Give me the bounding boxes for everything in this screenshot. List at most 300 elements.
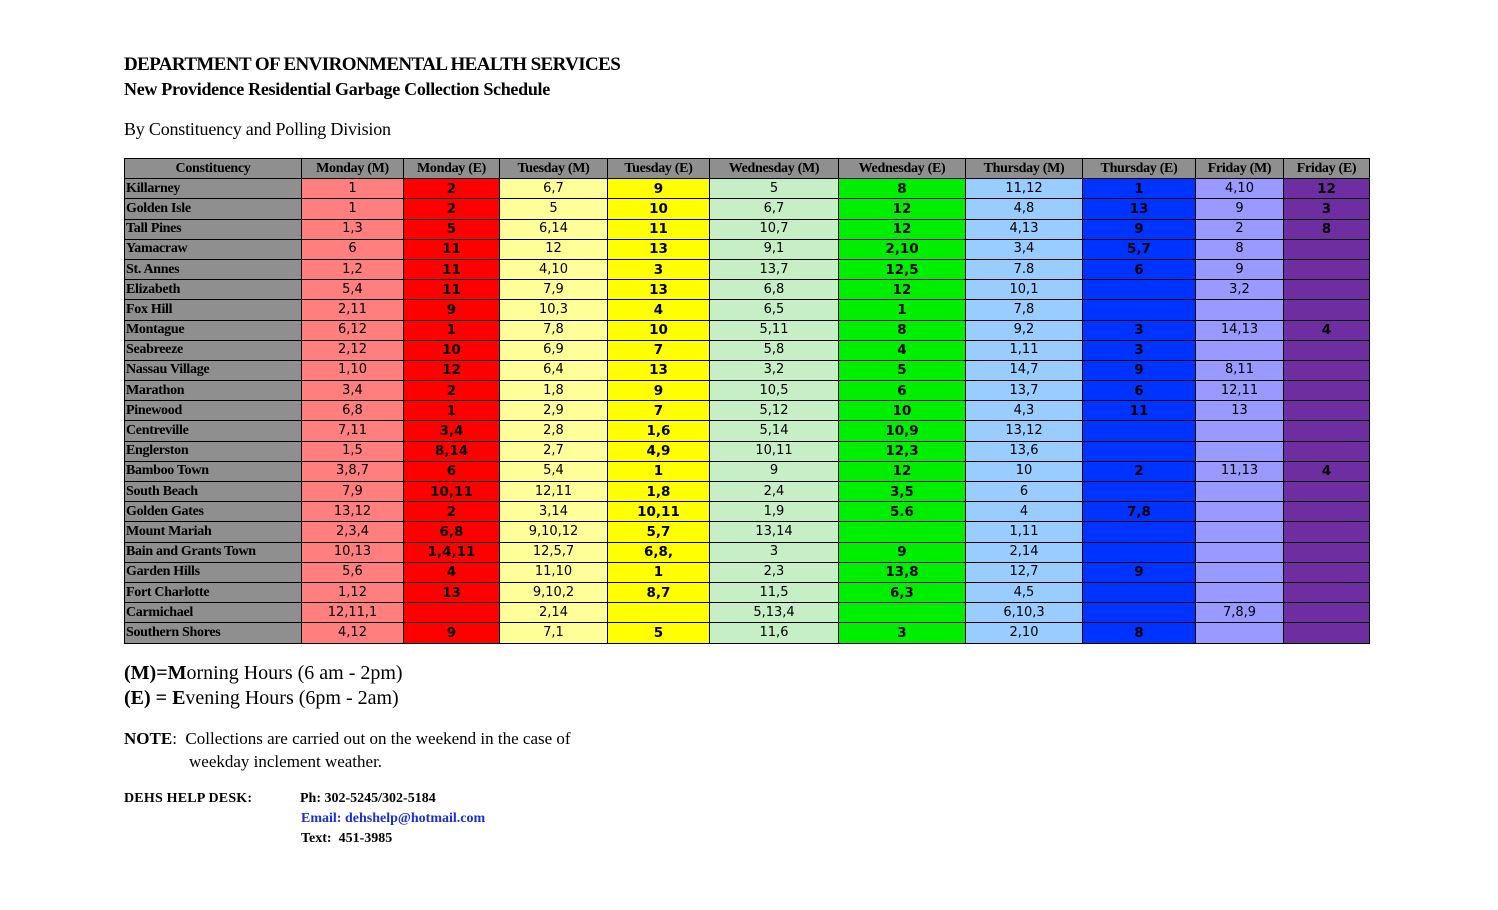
- schedule-cell: 6,8: [404, 522, 500, 542]
- schedule-cell: 5: [404, 219, 500, 239]
- schedule-cell: 10: [608, 199, 710, 219]
- schedule-cell: 5: [710, 179, 839, 199]
- schedule-cell: 6,4: [500, 360, 608, 380]
- schedule-cell: 2: [1196, 219, 1284, 239]
- schedule-cell: 12: [839, 280, 966, 300]
- schedule-cell: [1284, 482, 1370, 502]
- schedule-cell: [1196, 441, 1284, 461]
- schedule-cell: 11,6: [710, 623, 839, 643]
- constituency-name: Golden Gates: [125, 502, 302, 522]
- schedule-cell: 10,3: [500, 300, 608, 320]
- schedule-cell: 7,8: [1083, 502, 1196, 522]
- table-row: [125, 441, 1370, 461]
- schedule-cell: 7,9: [302, 482, 404, 502]
- schedule-cell: [1284, 280, 1370, 300]
- schedule-cell: 5.6: [839, 502, 966, 522]
- schedule-cell: 1,4,11: [404, 542, 500, 562]
- schedule-cell: [1284, 502, 1370, 522]
- schedule-cell: 3: [1284, 199, 1370, 219]
- schedule-cell: 3: [710, 542, 839, 562]
- schedule-cell: 12,7: [966, 562, 1083, 582]
- schedule-cell: 9,1: [710, 239, 839, 259]
- schedule-cell: 9,10,2: [500, 582, 608, 602]
- schedule-cell: [1083, 300, 1196, 320]
- schedule-cell: 7,9: [500, 280, 608, 300]
- schedule-cell: 3,14: [500, 502, 608, 522]
- schedule-cell: 5,12: [710, 401, 839, 421]
- schedule-cell: 1: [1083, 179, 1196, 199]
- schedule-cell: 2,8: [500, 421, 608, 441]
- schedule-cell: 12: [1284, 179, 1370, 199]
- constituency-name: Englerston: [125, 441, 302, 461]
- help-desk-label: DEHS HELP DESK:: [124, 791, 253, 806]
- constituency-name: Pinewood: [125, 401, 302, 421]
- column-header: Thursday (M): [966, 159, 1083, 179]
- schedule-cell: [1196, 340, 1284, 360]
- schedule-cell: 10: [404, 340, 500, 360]
- schedule-cell: 6: [404, 461, 500, 481]
- table-row: [125, 239, 1370, 259]
- schedule-cell: [1196, 421, 1284, 441]
- note-label: NOTE: [124, 729, 173, 748]
- schedule-cell: 4: [1284, 320, 1370, 340]
- schedule-cell: 2: [404, 199, 500, 219]
- column-header: Tuesday (E): [608, 159, 710, 179]
- constituency-name: Killarney: [125, 179, 302, 199]
- schedule-cell: 2,9: [500, 401, 608, 421]
- schedule-cell: [839, 603, 966, 623]
- schedule-cell: [1284, 441, 1370, 461]
- schedule-cell: [1196, 582, 1284, 602]
- schedule-cell: 4,8: [966, 199, 1083, 219]
- schedule-cell: 10: [608, 320, 710, 340]
- schedule-cell: 13,14: [710, 522, 839, 542]
- schedule-cell: 2,14: [966, 542, 1083, 562]
- schedule-cell: 9: [608, 381, 710, 401]
- table-row: [125, 199, 1370, 219]
- schedule-cell: 2,14: [500, 603, 608, 623]
- schedule-cell: 1: [608, 562, 710, 582]
- schedule-cell: 7,11: [302, 421, 404, 441]
- column-header: Constituency: [125, 159, 302, 179]
- schedule-cell: 11,13: [1196, 461, 1284, 481]
- schedule-cell: 12: [839, 219, 966, 239]
- email-label: Email:: [301, 811, 342, 826]
- schedule-cell: 2,10: [839, 239, 966, 259]
- schedule-cell: 7,8: [500, 320, 608, 340]
- schedule-cell: [608, 603, 710, 623]
- schedule-cell: 12: [500, 239, 608, 259]
- schedule-cell: 1,11: [966, 340, 1083, 360]
- schedule-cell: 8: [1284, 219, 1370, 239]
- schedule-cell: [1284, 239, 1370, 259]
- legend-evening-initial: E: [172, 687, 186, 709]
- schedule-cell: [1083, 603, 1196, 623]
- schedule-cell: [1284, 300, 1370, 320]
- schedule-cell: 2,12: [302, 340, 404, 360]
- schedule-cell: [1196, 502, 1284, 522]
- table-row: [125, 542, 1370, 562]
- schedule-cell: 9: [1083, 219, 1196, 239]
- schedule-cell: 6: [966, 482, 1083, 502]
- schedule-cell: 13: [608, 360, 710, 380]
- table-row: [125, 623, 1370, 643]
- schedule-cell: 9: [1083, 562, 1196, 582]
- schedule-cell: 4: [1284, 461, 1370, 481]
- schedule-cell: 11,10: [500, 562, 608, 582]
- schedule-cell: 1,3: [302, 219, 404, 239]
- column-header: Thursday (E): [1083, 159, 1196, 179]
- legend-morning-eq: =: [156, 662, 168, 684]
- schedule-cell: 3,4: [302, 381, 404, 401]
- schedule-cell: 7.8: [966, 259, 1083, 279]
- table-row: [125, 360, 1370, 380]
- schedule-cell: 3,8,7: [302, 461, 404, 481]
- schedule-cell: 11: [608, 219, 710, 239]
- legend-evening-eq: =: [150, 687, 173, 709]
- note-text-1: : Collections are carried out on the weekend in the case of: [172, 729, 571, 748]
- schedule-cell: 3,5: [839, 482, 966, 502]
- schedule-cell: 3,2: [710, 360, 839, 380]
- schedule-cell: [1083, 482, 1196, 502]
- schedule-cell: [1284, 360, 1370, 380]
- schedule-cell: 10,7: [710, 219, 839, 239]
- schedule-cell: [1196, 542, 1284, 562]
- schedule-cell: 13: [608, 239, 710, 259]
- constituency-name: Centreville: [125, 421, 302, 441]
- schedule-cell: 13,6: [966, 441, 1083, 461]
- schedule-cell: 5,4: [302, 280, 404, 300]
- schedule-cell: 2,3: [710, 562, 839, 582]
- schedule-cell: 1,11: [966, 522, 1083, 542]
- constituency-name: Southern Shores: [125, 623, 302, 643]
- column-header: Wednesday (E): [839, 159, 966, 179]
- schedule-cell: 5,6: [302, 562, 404, 582]
- schedule-cell: [1284, 603, 1370, 623]
- schedule-cell: 5: [839, 360, 966, 380]
- schedule-cell: 1,2: [302, 259, 404, 279]
- schedule-cell: 4,10: [1196, 179, 1284, 199]
- schedule-cell: 11,12: [966, 179, 1083, 199]
- column-header: Monday (E): [404, 159, 500, 179]
- schedule-cell: 5,7: [1083, 239, 1196, 259]
- schedule-cell: 11: [404, 239, 500, 259]
- schedule-cell: [1083, 522, 1196, 542]
- schedule-cell: 12,11: [1196, 381, 1284, 401]
- schedule-cell: 1,10: [302, 360, 404, 380]
- schedule-cell: 2,11: [302, 300, 404, 320]
- schedule-cell: 1,9: [710, 502, 839, 522]
- schedule-cell: 13: [1196, 401, 1284, 421]
- schedule-cell: 3: [839, 623, 966, 643]
- table-row: [125, 562, 1370, 582]
- table-row: [125, 603, 1370, 623]
- schedule-cell: [1196, 482, 1284, 502]
- schedule-cell: [1284, 542, 1370, 562]
- table-row: [125, 320, 1370, 340]
- table-header-row: [125, 159, 1370, 179]
- constituency-name: Tall Pines: [125, 219, 302, 239]
- schedule-cell: [1196, 562, 1284, 582]
- schedule-cell: 9: [1196, 259, 1284, 279]
- schedule-cell: 4: [839, 340, 966, 360]
- schedule-cell: [404, 603, 500, 623]
- schedule-cell: 3,4: [966, 239, 1083, 259]
- schedule-cell: 9: [404, 300, 500, 320]
- schedule-cell: 11: [404, 259, 500, 279]
- column-header: Friday (M): [1196, 159, 1284, 179]
- schedule-cell: 6,10,3: [966, 603, 1083, 623]
- schedule-cell: 7: [608, 401, 710, 421]
- schedule-cell: 9: [1083, 360, 1196, 380]
- schedule-cell: 2,7: [500, 441, 608, 461]
- schedule-cell: 12: [839, 199, 966, 219]
- constituency-name: Garden Hills: [125, 562, 302, 582]
- schedule-cell: 8,14: [404, 441, 500, 461]
- schedule-cell: 4: [404, 562, 500, 582]
- table-row: [125, 280, 1370, 300]
- schedule-cell: 6,9: [500, 340, 608, 360]
- schedule-cell: 1: [302, 179, 404, 199]
- schedule-cell: 1: [302, 199, 404, 219]
- schedule-cell: 10,5: [710, 381, 839, 401]
- schedule-cell: 5: [500, 199, 608, 219]
- schedule-cell: 11,5: [710, 582, 839, 602]
- schedule-cell: 6: [1083, 381, 1196, 401]
- schedule-cell: 7,8: [966, 300, 1083, 320]
- schedule-cell: [1284, 522, 1370, 542]
- legend-morning: [124, 662, 403, 685]
- schedule-cell: 9,2: [966, 320, 1083, 340]
- schedule-cell: [1083, 280, 1196, 300]
- schedule-cell: 7,1: [500, 623, 608, 643]
- schedule-cell: 4,3: [966, 401, 1083, 421]
- schedule-cell: [1284, 259, 1370, 279]
- schedule-cell: 13,7: [710, 259, 839, 279]
- schedule-cell: 8: [839, 320, 966, 340]
- schedule-cell: 11: [404, 280, 500, 300]
- schedule-cell: 5,14: [710, 421, 839, 441]
- schedule-cell: 2,3,4: [302, 522, 404, 542]
- schedule-cell: 7,8,9: [1196, 603, 1284, 623]
- table-row: [125, 219, 1370, 239]
- schedule-cell: 9: [710, 461, 839, 481]
- schedule-cell: 10,1: [966, 280, 1083, 300]
- table-row: [125, 421, 1370, 441]
- schedule-cell: 12,11: [500, 482, 608, 502]
- schedule-cell: 10,11: [404, 482, 500, 502]
- table-row: [125, 502, 1370, 522]
- schedule-cell: 13,12: [302, 502, 404, 522]
- column-header: Monday (M): [302, 159, 404, 179]
- constituency-name: Golden Isle: [125, 199, 302, 219]
- schedule-cell: 8: [1083, 623, 1196, 643]
- schedule-cell: 10,13: [302, 542, 404, 562]
- constituency-name: Fort Charlotte: [125, 582, 302, 602]
- schedule-cell: 1: [839, 300, 966, 320]
- schedule-cell: [1196, 522, 1284, 542]
- schedule-cell: 6,7: [710, 199, 839, 219]
- department-title: DEPARTMENT OF ENVIRONMENTAL HEALTH SERVICES: [124, 54, 621, 75]
- schedule-cell: [1083, 542, 1196, 562]
- column-header: Friday (E): [1284, 159, 1370, 179]
- schedule-cell: 2: [404, 179, 500, 199]
- schedule-cell: 13,8: [839, 562, 966, 582]
- schedule-cell: 13,7: [966, 381, 1083, 401]
- schedule-cell: [1284, 582, 1370, 602]
- schedule-cell: 5,11: [710, 320, 839, 340]
- table-row: [125, 401, 1370, 421]
- schedule-cell: [1284, 381, 1370, 401]
- schedule-subtitle: New Providence Residential Garbage Collection Schedule: [124, 79, 550, 99]
- by-line: By Constituency and Polling Division: [124, 119, 391, 139]
- schedule-cell: 14,13: [1196, 320, 1284, 340]
- schedule-cell: [1284, 340, 1370, 360]
- constituency-name: Mount Mariah: [125, 522, 302, 542]
- help-desk-text: Text: 451-3985: [301, 831, 393, 846]
- schedule-cell: 12,5,7: [500, 542, 608, 562]
- table-row: [125, 482, 1370, 502]
- legend-evening: [124, 687, 399, 710]
- schedule-cell: 6: [1083, 259, 1196, 279]
- schedule-cell: [1083, 421, 1196, 441]
- schedule-cell: [1083, 582, 1196, 602]
- schedule-cell: 2,10: [966, 623, 1083, 643]
- schedule-cell: 12,11,1: [302, 603, 404, 623]
- schedule-cell: 10: [966, 461, 1083, 481]
- table-row: [125, 582, 1370, 602]
- schedule-cell: 13: [608, 280, 710, 300]
- schedule-cell: 5,13,4: [710, 603, 839, 623]
- schedule-cell: 8,7: [608, 582, 710, 602]
- schedule-cell: 12: [404, 360, 500, 380]
- legend-morning-text: orning Hours (6 am - 2pm): [186, 662, 403, 684]
- schedule-cell: 13: [1083, 199, 1196, 219]
- constituency-name: Bamboo Town: [125, 461, 302, 481]
- schedule-cell: 8: [839, 179, 966, 199]
- schedule-cell: 1: [404, 320, 500, 340]
- schedule-cell: 4,12: [302, 623, 404, 643]
- schedule-cell: 4: [966, 502, 1083, 522]
- schedule-cell: 13,12: [966, 421, 1083, 441]
- schedule-cell: 1: [608, 461, 710, 481]
- schedule-cell: 6: [839, 381, 966, 401]
- schedule-cell: 10,11: [608, 502, 710, 522]
- table-row: [125, 381, 1370, 401]
- schedule-cell: 5,4: [500, 461, 608, 481]
- constituency-name: Marathon: [125, 381, 302, 401]
- schedule-cell: 2: [404, 381, 500, 401]
- schedule-cell: 10: [839, 401, 966, 421]
- schedule-cell: 6,3: [839, 582, 966, 602]
- legend-evening-code: (E): [124, 687, 151, 709]
- schedule-cell: 2: [1083, 461, 1196, 481]
- schedule-cell: 4: [608, 300, 710, 320]
- schedule-cell: 6,5: [710, 300, 839, 320]
- legend-evening-text: vening Hours (6pm - 2am): [185, 687, 399, 709]
- column-header: Wednesday (M): [710, 159, 839, 179]
- schedule-cell: 4,13: [966, 219, 1083, 239]
- schedule-cell: 1,5: [302, 441, 404, 461]
- constituency-name: Seabreeze: [125, 340, 302, 360]
- constituency-name: Nassau Village: [125, 360, 302, 380]
- schedule-cell: 3,2: [1196, 280, 1284, 300]
- schedule-cell: 9: [1196, 199, 1284, 219]
- schedule-cell: 8: [1196, 239, 1284, 259]
- schedule-cell: 7: [608, 340, 710, 360]
- legend-morning-code: (M): [124, 662, 157, 684]
- schedule-cell: 12,5: [839, 259, 966, 279]
- schedule-cell: 12: [839, 461, 966, 481]
- schedule-cell: [839, 522, 966, 542]
- schedule-cell: 6: [302, 239, 404, 259]
- schedule-cell: 10,11: [710, 441, 839, 461]
- schedule-cell: 2: [404, 502, 500, 522]
- schedule-cell: [1284, 401, 1370, 421]
- constituency-name: Yamacraw: [125, 239, 302, 259]
- note-line-1: [124, 729, 571, 749]
- schedule-cell: 1: [404, 401, 500, 421]
- schedule-cell: 6,7: [500, 179, 608, 199]
- help-desk-email[interactable]: [301, 811, 485, 827]
- schedule-cell: 9,10,12: [500, 522, 608, 542]
- constituency-name: Fox Hill: [125, 300, 302, 320]
- schedule-cell: [1284, 421, 1370, 441]
- schedule-cell: [1284, 562, 1370, 582]
- schedule-cell: 6,12: [302, 320, 404, 340]
- schedule-cell: 9: [404, 623, 500, 643]
- schedule-cell: 3: [1083, 320, 1196, 340]
- schedule-cell: 4,10: [500, 259, 608, 279]
- schedule-cell: 4,5: [966, 582, 1083, 602]
- schedule-cell: [1083, 441, 1196, 461]
- schedule-cell: 1,8: [500, 381, 608, 401]
- schedule-cell: 1,8: [608, 482, 710, 502]
- schedule-cell: 9: [608, 179, 710, 199]
- schedule-cell: 4,9: [608, 441, 710, 461]
- email-link[interactable]: dehshelp@hotmail.com: [344, 811, 486, 826]
- schedule-cell: 10,9: [839, 421, 966, 441]
- schedule-cell: 13: [404, 582, 500, 602]
- table-row: [125, 340, 1370, 360]
- schedule-cell: 12,3: [839, 441, 966, 461]
- schedule-cell: 1,6: [608, 421, 710, 441]
- constituency-name: Carmichael: [125, 603, 302, 623]
- table-row: [125, 461, 1370, 481]
- constituency-name: Elizabeth: [125, 280, 302, 300]
- constituency-name: Montague: [125, 320, 302, 340]
- collection-schedule-table: [124, 158, 1370, 644]
- schedule-cell: 3,4: [404, 421, 500, 441]
- schedule-cell: 9: [839, 542, 966, 562]
- help-desk-phone: Ph: 302-5245/302-5184: [300, 791, 436, 806]
- schedule-cell: 1,12: [302, 582, 404, 602]
- schedule-cell: 8,11: [1196, 360, 1284, 380]
- table-row: [125, 300, 1370, 320]
- schedule-cell: 5,8: [710, 340, 839, 360]
- schedule-cell: [1196, 623, 1284, 643]
- table-row: [125, 522, 1370, 542]
- schedule-cell: 5,7: [608, 522, 710, 542]
- schedule-cell: 11: [1083, 401, 1196, 421]
- schedule-cell: 3: [1083, 340, 1196, 360]
- schedule-cell: 6,14: [500, 219, 608, 239]
- schedule-cell: 14,7: [966, 360, 1083, 380]
- schedule-cell: 6,8,: [608, 542, 710, 562]
- schedule-cell: [1196, 300, 1284, 320]
- schedule-cell: 6,8: [710, 280, 839, 300]
- legend-morning-initial: M: [167, 662, 187, 684]
